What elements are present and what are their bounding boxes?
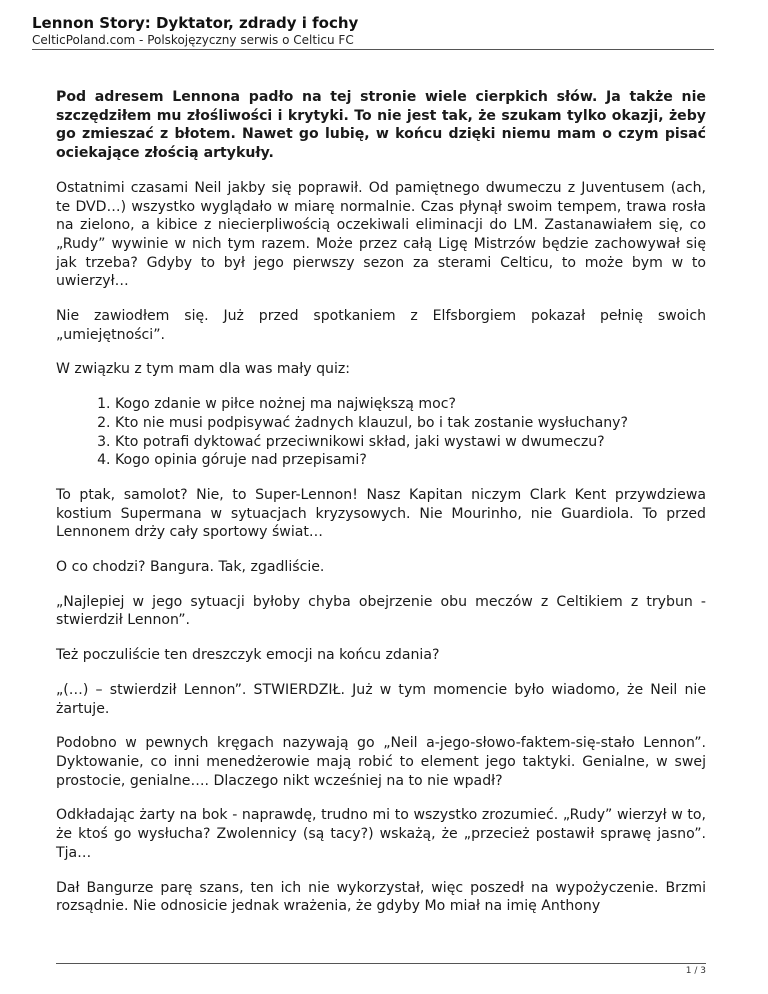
- page-number: 1 / 3: [685, 966, 706, 976]
- paragraph: Ostatnimi czasami Neil jakby się poprawił. Od pamiętnego dwumeczu z Juventusem (ach, te DVD…) wszystko wyglądało w miarę normalnie. Czas płynął swoim tempem, trawa rosła na zielono, a kibice z niecierpliwością oczekiwali eliminacji do LM. Zastanawiałem się, co „Rudy” wywinie w nich tym razem. Może przez całą Ligę Mistrzów będzie zachowywał się jak trzeba? Gdyby to był jego pierwszy sezon za sterami Celticu, to może bym w to uwierzył…: [56, 179, 706, 290]
- paragraph: „(…) – stwierdził Lennon”. STWIERDZIŁ. Już w tym momencie było wiadomo, że Neil nie żartuje.: [56, 681, 706, 717]
- list-item: 3. Kto potrafi dyktować przeciwnikowi skład, jaki wystawi w dwumeczu?: [115, 433, 706, 452]
- header-divider: [32, 49, 714, 50]
- article-body: [56, 88, 706, 932]
- list-item: 2. Kto nie musi podpisywać żadnych klauzul, bo i tak zostanie wysłuchany?: [115, 414, 706, 433]
- document-title: Lennon Story: Dyktator, zdrady i fochy: [32, 14, 359, 32]
- quiz-list: [56, 395, 706, 470]
- list-item: 1. Kogo zdanie w piłce nożnej ma największą moc?: [115, 395, 706, 414]
- article-lead: Pod adresem Lennona padło na tej stronie wiele cierpkich słów. Ja także nie szczędziłem mu złośliwości i krytyki. To nie jest tak, że szukam tylko okazji, żeby go zmieszać z błotem. Nawet go lubię, w końcu dzięki niemu mam o czym pisać ociekające złością artykuły.: [56, 89, 706, 162]
- footer-divider: [56, 963, 706, 964]
- paragraph: O co chodzi? Bangura. Tak, zgadliście.: [56, 559, 325, 576]
- paragraph: Dał Bangurze parę szans, ten ich nie wykorzystał, więc poszedł na wypożyczenie. Brzmi rozsądnie. Nie odnosicie jednak wrażenia, że gdyby Mo miał na imię Anthony: [56, 879, 706, 915]
- paragraph: Nie zawiodłem się. Już przed spotkaniem z Elfsborgiem pokazał pełnię swoich „umiejętności”.: [56, 308, 706, 343]
- site-subtitle: CelticPoland.com - Polskojęzyczny serwis o Celticu FC: [32, 33, 354, 47]
- paragraph: Podobno w pewnych kręgach nazywają go „Neil a-jego-słowo-faktem-się-stało Lennon”. Dyktowanie, co inni menedżerowie mają robić to element jego taktyki. Genialne, w swej prostocie, genialne…. Dlaczego nikt wcześniej na to nie wpadł?: [56, 735, 706, 789]
- paragraph: Też poczuliście ten dreszczyk emocji na końcu zdania?: [56, 647, 440, 664]
- page-header: [32, 14, 714, 48]
- list-item: 4. Kogo opinia góruje nad przepisami?: [115, 451, 706, 470]
- paragraph: Odkładając żarty na bok - naprawdę, trudno mi to wszystko zrozumieć. „Rudy” wierzył w to, że ktoś go wysłucha? Zwolennicy (są tacy?) wskażą, że „przecież postawił sprawę jasno”. Tja…: [56, 807, 706, 861]
- paragraph: To ptak, samolot? Nie, to Super-Lennon! Nasz Kapitan niczym Clark Kent przywdziewa kostium Supermana w sytuacjach kryzysowych. Nie Mourinho, nie Guardiola. To przed Lennonem drży cały sportowy świat…: [56, 486, 706, 541]
- paragraph: W związku z tym mam dla was mały quiz:: [56, 361, 351, 378]
- paragraph: „Najlepiej w jego sytuacji byłoby chyba obejrzenie obu meczów z Celtikiem z trybun - stwierdził Lennon”.: [56, 593, 706, 629]
